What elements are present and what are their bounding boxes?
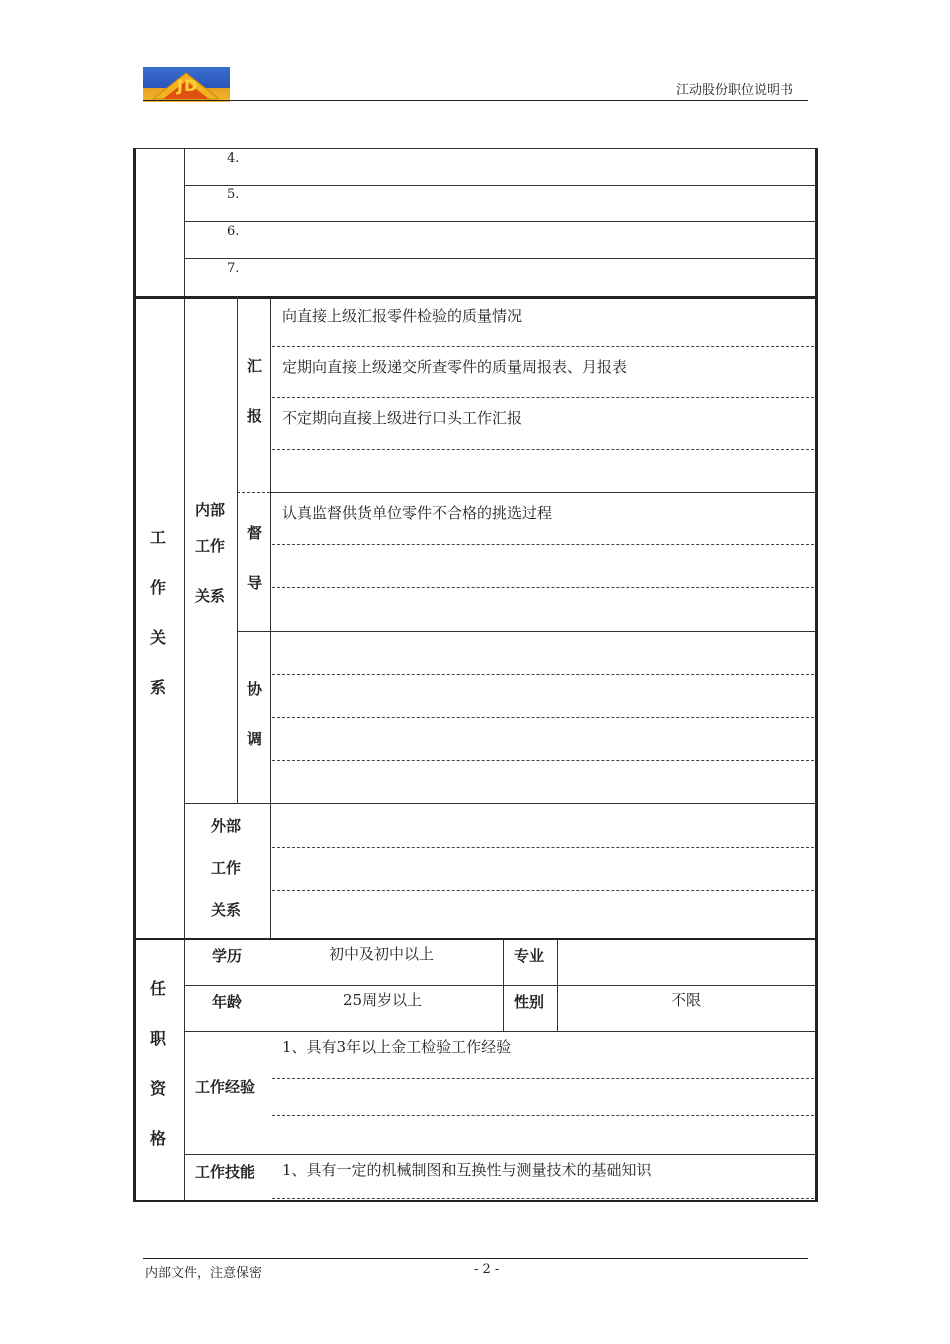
- section-label-char: 系: [150, 678, 167, 697]
- report-label-char: 报: [247, 407, 263, 425]
- row-line: [184, 221, 816, 222]
- report-item: 不定期向直接上级进行口头工作汇报: [282, 409, 523, 427]
- row-line: [184, 1154, 816, 1155]
- qual-label-char: 格: [150, 1129, 167, 1148]
- dashed-line: [237, 492, 270, 493]
- experience-item: 1、具有3年以上金工检验工作经验: [282, 1038, 512, 1056]
- table-right-border: [815, 148, 818, 1202]
- row-line: [184, 258, 816, 259]
- gender-label: 性别: [514, 993, 545, 1011]
- table-top: [133, 148, 818, 149]
- internal-relations-label-3: 关系: [195, 587, 226, 605]
- dashed-line: [272, 1115, 814, 1116]
- column-divider: [184, 148, 185, 1202]
- dashed-line: [272, 847, 814, 848]
- major-label: 专业: [514, 947, 545, 965]
- section-separator: [133, 296, 818, 299]
- content-divider: [270, 298, 271, 938]
- education-label: 学历: [212, 947, 243, 965]
- footer-rule: [143, 1258, 808, 1259]
- duty-number: 6.: [227, 224, 240, 239]
- supervise-label-char: 导: [247, 574, 263, 592]
- qual-label-char: 职: [150, 1029, 167, 1048]
- coordinate-label-char: 协: [247, 680, 263, 698]
- dashed-line: [272, 1198, 814, 1199]
- qual-label-char: 任: [150, 979, 167, 998]
- dashed-line: [272, 890, 814, 891]
- dashed-line: [272, 1078, 814, 1079]
- row-line: [184, 985, 816, 986]
- supervise-item: 认真监督供货单位零件不合格的挑选过程: [282, 504, 553, 522]
- education-value: 初中及初中以上: [329, 945, 435, 963]
- company-logo: [143, 67, 230, 102]
- experience-label: 工作经验: [195, 1078, 256, 1096]
- table-left-border: [133, 148, 136, 1202]
- logo-text: JD: [177, 76, 199, 95]
- section-label-char: 工: [150, 528, 167, 547]
- age-label: 年龄: [212, 993, 243, 1011]
- section-label-char: 作: [150, 578, 167, 597]
- dashed-line: [272, 674, 814, 675]
- dashed-line: [272, 544, 814, 545]
- dashed-line: [272, 717, 814, 718]
- skills-label: 工作技能: [195, 1163, 256, 1181]
- row-line: [184, 185, 816, 186]
- coordinate-label-char: 调: [247, 730, 263, 748]
- report-item: 向直接上级汇报零件检验的质量情况: [282, 307, 523, 325]
- label-line: 内部: [195, 501, 226, 519]
- dashed-line: [272, 449, 814, 450]
- skills-item: 1、具有一定的机械制图和互换性与测量技术的基础知识: [282, 1161, 652, 1179]
- footer-page-number: - 2 -: [474, 1262, 500, 1277]
- row-line: [237, 631, 816, 632]
- section-label-char: 关: [150, 628, 167, 647]
- qual-label-char: 资: [150, 1079, 167, 1098]
- age-value: 25周岁以上: [343, 991, 423, 1009]
- duty-number: 5.: [227, 187, 240, 202]
- supervise-label-char: 督: [247, 524, 263, 542]
- dashed-line: [272, 397, 814, 398]
- dashed-line: [272, 587, 814, 588]
- duty-number: 4.: [227, 151, 240, 166]
- table-bottom: [133, 1200, 818, 1202]
- dashed-line: [272, 346, 814, 347]
- footer-confidential: 内部文件，注意保密: [145, 1266, 263, 1281]
- external-relations-label-3: 关系: [211, 901, 242, 919]
- document-title: 江动股份职位说明书: [676, 83, 794, 98]
- duty-number: 7.: [227, 261, 240, 276]
- report-label-char: 汇: [247, 357, 263, 375]
- header-rule: [143, 100, 808, 101]
- internal-relations-label: [195, 485, 225, 535]
- dashed-line: [272, 760, 814, 761]
- external-relations-label: 外部: [211, 817, 242, 835]
- subcolumn-divider: [237, 296, 238, 804]
- internal-relations-label-2: 工作: [195, 537, 226, 555]
- internal-external-separator: [184, 803, 816, 804]
- report-item: 定期向直接上级递交所查零件的质量周报表、月报表: [282, 358, 628, 376]
- external-relations-label-2: 工作: [211, 859, 242, 877]
- section-separator: [133, 938, 818, 940]
- gender-value: 不限: [671, 991, 702, 1009]
- row-line: [270, 492, 816, 493]
- row-line: [184, 1031, 816, 1032]
